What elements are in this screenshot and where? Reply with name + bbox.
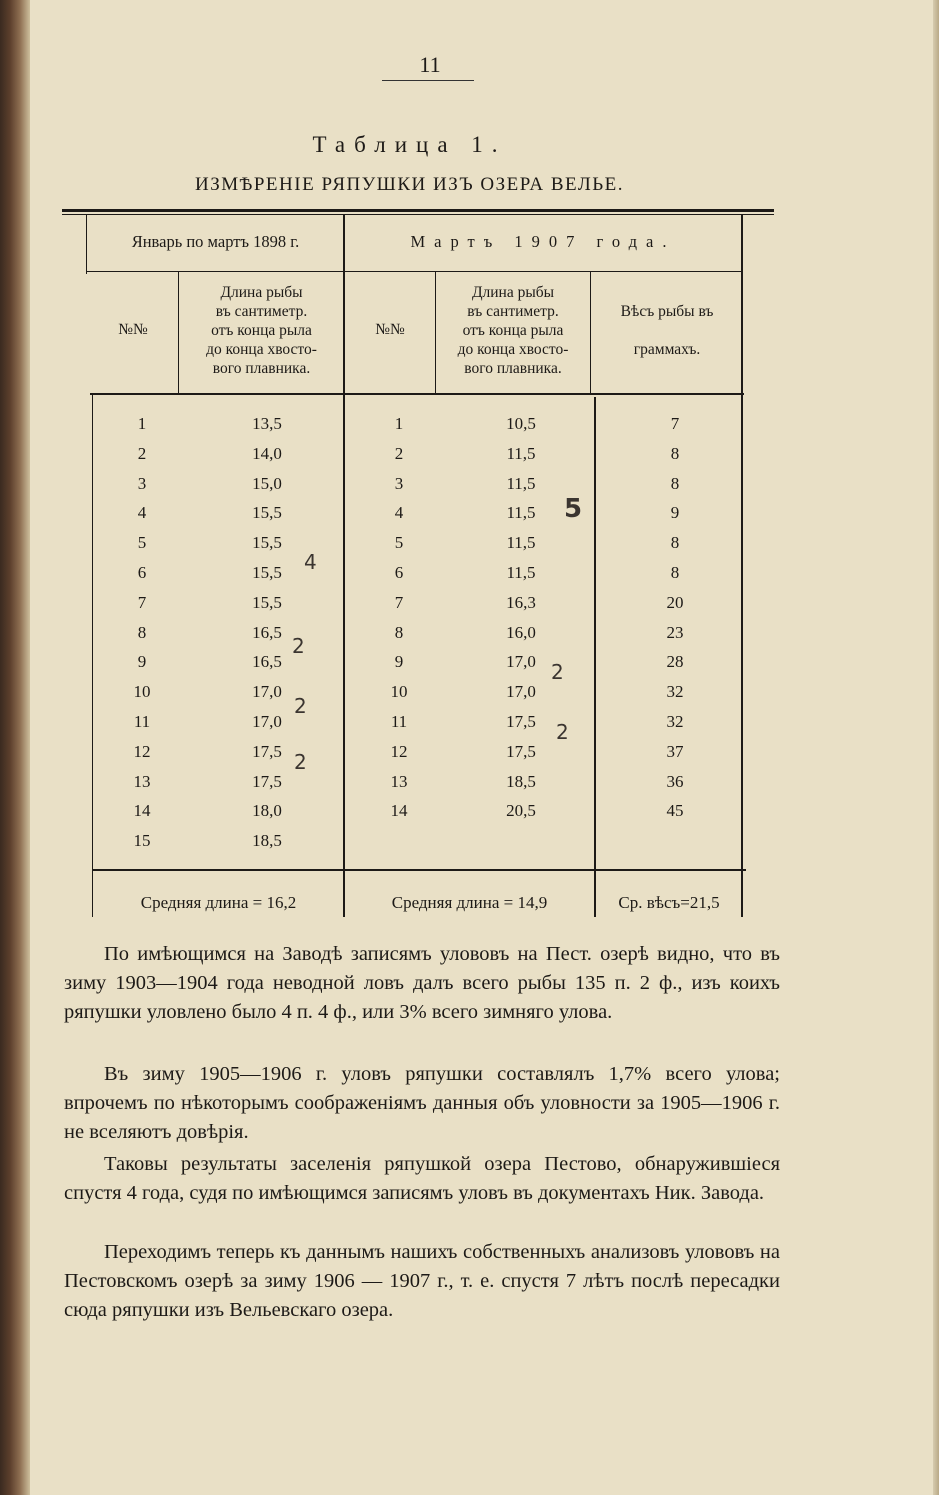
col-header-length-1 bbox=[180, 283, 343, 378]
row-number-1898: 11 bbox=[133, 712, 151, 731]
paragraph: Въ зиму 1905—1906 г. уловъ ряпушки составлялъ 1,7% всего улова; впрочемъ по нѣкоторымъ соображеніямъ данныя объ уловности за 1905—1906 г. не вселяютъ довѣрія. bbox=[64, 1063, 780, 1143]
row-length-1907: 17,0 bbox=[506, 652, 536, 671]
handwritten-note: 2 bbox=[294, 750, 307, 774]
row-number-1907: 4 bbox=[394, 503, 404, 522]
row-number-1907: 13 bbox=[390, 772, 408, 791]
row-number-1907: 3 bbox=[394, 474, 404, 493]
col-header-length-1-line: отъ конца рыла bbox=[211, 322, 312, 339]
row-number-1898: 10 bbox=[133, 682, 151, 701]
group-header-rule bbox=[86, 271, 742, 272]
row-length-1898: 18,5 bbox=[252, 831, 282, 850]
handwritten-note: 4 bbox=[304, 550, 317, 574]
row-weight-1907: 8 bbox=[670, 563, 680, 582]
row-number-1898: 14 bbox=[133, 801, 151, 820]
row-number-1898: 3 bbox=[137, 474, 147, 493]
row-number-1907: 6 bbox=[394, 563, 404, 582]
row-length-1907: 17,0 bbox=[506, 682, 536, 701]
col-header-num-2: №№ bbox=[375, 321, 405, 338]
col-header-weight bbox=[592, 302, 742, 359]
row-length-1907: 11,5 bbox=[506, 444, 536, 463]
row-number-1898: 9 bbox=[137, 652, 147, 671]
averages-rule bbox=[92, 869, 746, 871]
row-number-1907: 1 bbox=[394, 414, 404, 433]
row-weight-1907: 23 bbox=[666, 623, 684, 642]
paragraph: Переходимъ теперь къ даннымъ нашихъ собственныхъ анализовъ улововъ на Пестовскомъ озерѣ за зиму 1906 — 1907 г., т. е. спустя 7 лѣтъ послѣ пересадки сюда ряпушки изъ Вельевскаго озера. bbox=[64, 1241, 780, 1321]
row-length-1907: 11,5 bbox=[506, 474, 536, 493]
row-weight-1907: 7 bbox=[670, 414, 680, 433]
handwritten-note: 2 bbox=[551, 660, 564, 684]
row-number-1907: 11 bbox=[390, 712, 408, 731]
row-number-1907: 2 bbox=[394, 444, 404, 463]
average-weight-1907: Ср. вѣсъ=21,5 bbox=[618, 893, 720, 912]
col-header-length-2 bbox=[436, 283, 590, 378]
row-length-1907: 10,5 bbox=[506, 414, 536, 433]
col-header-length-2-line: отъ конца рыла bbox=[462, 322, 564, 339]
row-number-1898: 2 bbox=[137, 444, 147, 463]
row-length-1907: 11,5 bbox=[506, 563, 536, 582]
row-number-1898: 4 bbox=[137, 503, 147, 522]
table-subtitle: ИЗМѢРЕНІЕ РЯПУШКИ ИЗЪ ОЗЕРА ВЕЛЬЕ. bbox=[194, 174, 625, 195]
row-length-1898: 15,5 bbox=[252, 533, 282, 552]
row-weight-1907: 45 bbox=[666, 801, 684, 820]
row-number-1898: 6 bbox=[137, 563, 147, 582]
row-weight-1907: 8 bbox=[670, 474, 680, 493]
row-number-1898: 1 bbox=[137, 414, 147, 433]
row-weight-1907: 37 bbox=[666, 742, 684, 761]
column-header-rule bbox=[90, 393, 744, 395]
book-binding-edge bbox=[0, 0, 30, 1495]
row-number-1898: 15 bbox=[133, 831, 151, 850]
row-length-1907: 16,0 bbox=[506, 623, 536, 642]
row-number-1898: 7 bbox=[137, 593, 147, 612]
average-length-1898: Средняя длина = 16,2 bbox=[140, 893, 297, 912]
row-length-1898: 18,0 bbox=[252, 801, 282, 820]
row-number-1898: 12 bbox=[133, 742, 151, 761]
page-right-edge bbox=[933, 0, 939, 1495]
row-number-1907: 5 bbox=[394, 533, 404, 552]
row-number-1907: 10 bbox=[390, 682, 408, 701]
row-length-1907: 11,5 bbox=[506, 503, 536, 522]
row-weight-1907: 32 bbox=[666, 712, 684, 731]
row-weight-1907: 28 bbox=[666, 652, 684, 671]
handwritten-note: 2 bbox=[556, 720, 569, 744]
row-length-1898: 17,0 bbox=[252, 682, 282, 701]
row-length-1907: 17,5 bbox=[506, 742, 536, 761]
row-length-1898: 15,5 bbox=[252, 563, 282, 582]
row-number-1898: 13 bbox=[133, 772, 151, 791]
row-length-1898: 15,5 bbox=[252, 593, 282, 612]
col-header-weight-line: граммахъ. bbox=[633, 341, 701, 358]
row-length-1898: 15,0 bbox=[252, 474, 282, 493]
row-weight-1907: 8 bbox=[670, 533, 680, 552]
row-length-1898: 15,5 bbox=[252, 503, 282, 522]
row-number-1898: 5 bbox=[137, 533, 147, 552]
table-top-rule bbox=[62, 209, 774, 212]
row-length-1898: 17,5 bbox=[252, 772, 282, 791]
row-number-1907: 8 bbox=[394, 623, 404, 642]
row-length-1907: 16,3 bbox=[506, 593, 536, 612]
row-weight-1907: 32 bbox=[666, 682, 684, 701]
row-length-1907: 17,5 bbox=[506, 712, 536, 731]
col-header-length-2-line: вого плавника. bbox=[464, 360, 562, 377]
row-number-1907: 9 bbox=[394, 652, 404, 671]
col-header-length-2-line: Длина рыбы bbox=[471, 284, 555, 301]
col-divider-3 bbox=[590, 271, 591, 393]
paragraph: По имѣющимся на Заводѣ записямъ улововъ на Пест. озерѣ видно, что въ зиму 1903—1904 года неводной ловъ далъ всего рыбы 135 п. 2 ф., изъ коихъ ряпушки уловлено было 4 п. 4 ф., или 3% всего зимняго улова. bbox=[64, 943, 780, 1023]
group-header-1907: Мартъ 1907 года. bbox=[410, 232, 676, 251]
row-length-1898: 17,5 bbox=[252, 742, 282, 761]
col-header-length-1-line: до конца хвосто- bbox=[206, 341, 317, 358]
table-left-border bbox=[86, 214, 87, 274]
page-number-rule bbox=[382, 80, 474, 81]
row-length-1898: 14,0 bbox=[252, 444, 282, 463]
row-length-1907: 18,5 bbox=[506, 772, 536, 791]
handwritten-note: 5 bbox=[564, 494, 583, 524]
group-header-1898: Январь по мартъ 1898 г. bbox=[131, 232, 300, 251]
table-top-rule-thin bbox=[62, 214, 774, 215]
row-weight-1907: 20 bbox=[666, 593, 684, 612]
col-header-length-2-line: въ сантиметр. bbox=[467, 303, 559, 320]
page-number: 11 bbox=[419, 52, 441, 77]
paragraph: Таковы результаты заселенія ряпушкой озера Пестово, обнаружившіеся спустя 4 года, судя по имѣющимся записямъ уловъ въ документахъ Ник. Завода. bbox=[64, 1153, 780, 1204]
row-length-1898: 13,5 bbox=[252, 414, 282, 433]
col-divider-1 bbox=[178, 271, 179, 393]
row-weight-1907: 9 bbox=[670, 503, 680, 522]
col-header-length-2-line: до конца хвосто- bbox=[457, 341, 569, 358]
row-length-1898: 17,0 bbox=[252, 712, 282, 731]
row-number-1907: 12 bbox=[390, 742, 408, 761]
row-number-1907: 7 bbox=[394, 593, 404, 612]
table-title: Таблица 1. bbox=[312, 132, 507, 157]
row-length-1907: 20,5 bbox=[506, 801, 536, 820]
row-weight-1907: 8 bbox=[670, 444, 680, 463]
col-divider-3-lower bbox=[594, 397, 596, 917]
col-header-length-1-line: въ сантиметр. bbox=[215, 303, 308, 320]
row-length-1898: 16,5 bbox=[252, 623, 282, 642]
col-header-length-1-line: Длина рыбы bbox=[220, 284, 303, 301]
col-header-length-1-line: вого плавника. bbox=[212, 360, 311, 377]
row-length-1898: 16,5 bbox=[252, 652, 282, 671]
col-header-num-1: №№ bbox=[118, 321, 148, 338]
table-left-border-lower bbox=[92, 393, 93, 917]
row-weight-1907: 36 bbox=[666, 772, 684, 791]
handwritten-note: 2 bbox=[294, 694, 307, 718]
row-number-1898: 8 bbox=[137, 623, 147, 642]
average-length-1907: Средняя длина = 14,9 bbox=[391, 893, 548, 912]
col-header-weight-line: Вѣсъ рыбы въ bbox=[620, 303, 714, 320]
row-number-1907: 14 bbox=[390, 801, 408, 820]
row-length-1907: 11,5 bbox=[506, 533, 536, 552]
handwritten-note: 2 bbox=[292, 634, 305, 658]
